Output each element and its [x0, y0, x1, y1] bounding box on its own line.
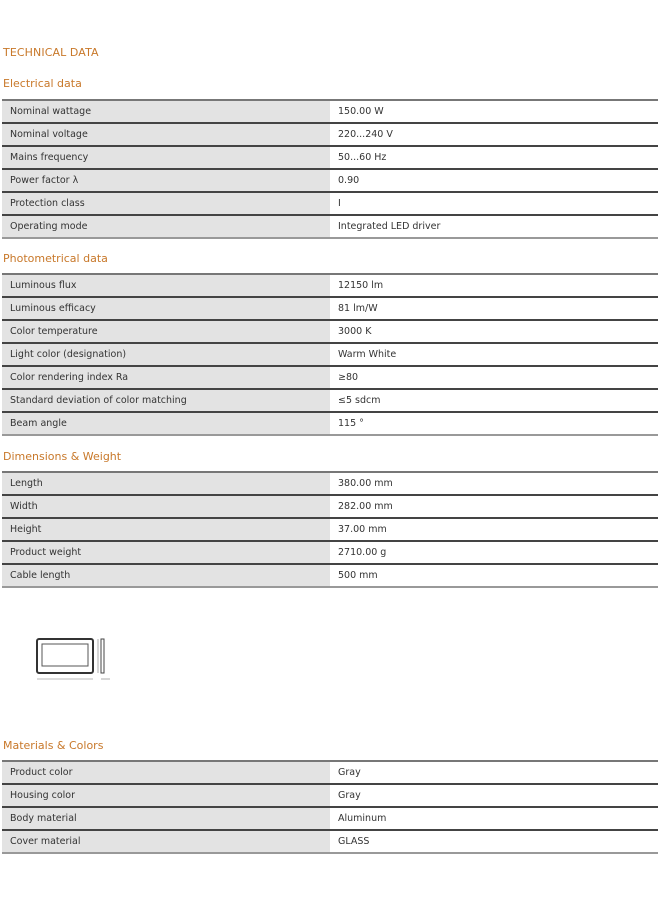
row-label: Cover material	[2, 830, 330, 853]
row-value: 81 lm/W	[330, 297, 658, 320]
table-row	[2, 274, 658, 297]
row-label: Nominal voltage	[2, 123, 330, 146]
row-label: Color temperature	[2, 320, 330, 343]
row-value: Aluminum	[330, 807, 658, 830]
table-row	[2, 472, 658, 495]
table-row	[2, 830, 658, 853]
table-row	[2, 146, 658, 169]
row-value: ≤5 sdcm	[330, 389, 658, 412]
row-value: 37.00 mm	[330, 518, 658, 541]
row-label: Product color	[2, 761, 330, 784]
row-label: Mains frequency	[2, 146, 330, 169]
row-label: Height	[2, 518, 330, 541]
row-value: 380.00 mm	[330, 472, 658, 495]
row-value: ≥80	[330, 366, 658, 389]
dimensions-table	[2, 471, 658, 588]
row-value: 2710.00 g	[330, 541, 658, 564]
section-heading-electrical: Electrical data	[3, 77, 82, 90]
row-label: Cable length	[2, 564, 330, 587]
section-heading-photometrical: Photometrical data	[3, 252, 108, 265]
row-label: Standard deviation of color matching	[2, 389, 330, 412]
table-row	[2, 564, 658, 587]
row-value: Warm White	[330, 343, 658, 366]
table-row	[2, 495, 658, 518]
row-value: 150.00 W	[330, 100, 658, 123]
row-label: Length	[2, 472, 330, 495]
table-row	[2, 412, 658, 435]
dimension-drawing-icon	[32, 636, 122, 690]
table-row	[2, 320, 658, 343]
row-value: 50...60 Hz	[330, 146, 658, 169]
row-label: Color rendering index Ra	[2, 366, 330, 389]
row-label: Housing color	[2, 784, 330, 807]
row-label: Luminous flux	[2, 274, 330, 297]
row-value: Gray	[330, 761, 658, 784]
row-value: 3000 K	[330, 320, 658, 343]
table-row	[2, 343, 658, 366]
row-value: 220...240 V	[330, 123, 658, 146]
table-row	[2, 297, 658, 320]
table-row	[2, 541, 658, 564]
table-row	[2, 100, 658, 123]
row-value: Gray	[330, 784, 658, 807]
row-label: Product weight	[2, 541, 330, 564]
section-heading-materials: Materials & Colors	[3, 739, 104, 752]
row-label: Power factor λ	[2, 169, 330, 192]
row-value: 282.00 mm	[330, 495, 658, 518]
row-label: Body material	[2, 807, 330, 830]
row-value: 12150 lm	[330, 274, 658, 297]
row-value: 500 mm	[330, 564, 658, 587]
electrical-data-table	[2, 99, 658, 239]
row-label: Luminous efficacy	[2, 297, 330, 320]
table-row	[2, 807, 658, 830]
row-label: Nominal wattage	[2, 100, 330, 123]
table-row	[2, 389, 658, 412]
table-row	[2, 123, 658, 146]
table-row	[2, 169, 658, 192]
table-row	[2, 215, 658, 238]
row-label: Beam angle	[2, 412, 330, 435]
row-label: Light color (designation)	[2, 343, 330, 366]
table-row	[2, 192, 658, 215]
table-row	[2, 784, 658, 807]
row-value: 0.90	[330, 169, 658, 192]
photometrical-data-table	[2, 273, 658, 436]
row-value: I	[330, 192, 658, 215]
row-value: Integrated LED driver	[330, 215, 658, 238]
row-label: Operating mode	[2, 215, 330, 238]
row-label: Width	[2, 495, 330, 518]
table-row	[2, 518, 658, 541]
section-heading-dimensions: Dimensions & Weight	[3, 450, 122, 463]
materials-table	[2, 760, 658, 854]
row-value: GLASS	[330, 830, 658, 853]
table-row	[2, 366, 658, 389]
page-title: TECHNICAL DATA	[3, 46, 99, 59]
row-label: Protection class	[2, 192, 330, 215]
row-value: 115 °	[330, 412, 658, 435]
table-row	[2, 761, 658, 784]
